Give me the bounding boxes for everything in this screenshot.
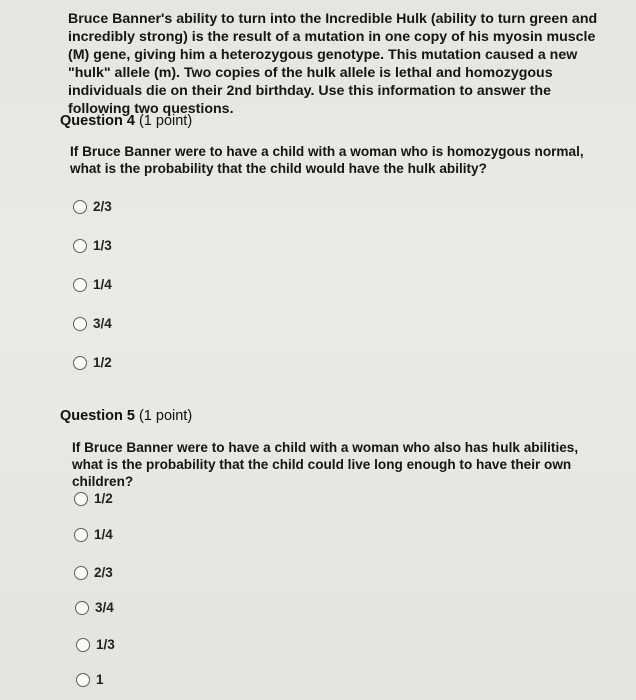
option-label: 1	[96, 672, 104, 687]
option-label: 1/2	[94, 491, 113, 506]
question-4-title	[60, 113, 192, 129]
q4-option-1[interactable]	[73, 199, 112, 214]
radio-button-icon[interactable]	[76, 673, 90, 687]
intro-text: Bruce Banner's ability to turn into the Incredible Hulk (ability to turn green and incredibly strong) is the result of a mutation in one copy of his myosin muscle (M) gene, giving him a heterozygous genotype. This mutation caused a new "hulk" allele (m). Two copies of the hulk allele is lethal and homozygous individuals die on their 2nd birthday. Use this information to answer the following two questions.	[68, 11, 598, 117]
radio-button-icon[interactable]	[73, 239, 87, 253]
radio-button-icon[interactable]	[73, 200, 87, 214]
question-4-label: Question 4	[60, 113, 135, 129]
radio-button-icon[interactable]	[74, 492, 88, 506]
radio-button-icon[interactable]	[76, 638, 90, 652]
radio-button-icon[interactable]	[74, 566, 88, 580]
question-5-points: (1 point)	[138, 408, 193, 424]
question-5-text: If Bruce Banner were to have a child with a woman who also has hulk abilities, what is the probability that the child could live long enough to have their own children?	[72, 440, 579, 489]
q5-option-3[interactable]	[74, 565, 113, 580]
q5-option-4[interactable]	[75, 600, 114, 615]
option-label: 3/4	[93, 316, 112, 331]
q5-option-6[interactable]	[76, 672, 104, 687]
q5-option-2[interactable]	[74, 527, 113, 542]
q5-option-1[interactable]	[74, 491, 113, 506]
option-label: 1/3	[93, 238, 112, 253]
radio-button-icon[interactable]	[74, 528, 88, 542]
q4-option-4[interactable]	[73, 316, 112, 331]
q4-option-5[interactable]	[73, 355, 112, 370]
option-label: 3/4	[95, 600, 114, 615]
question-4-points: (1 point)	[138, 113, 193, 129]
option-label: 1/4	[94, 527, 113, 542]
question-5-title	[60, 408, 192, 424]
question-5-label: Question 5	[60, 408, 135, 424]
option-label: 1/3	[96, 637, 115, 652]
radio-button-icon[interactable]	[73, 356, 87, 370]
option-label: 2/3	[94, 565, 113, 580]
q4-option-2[interactable]	[73, 238, 112, 253]
question-4-text: If Bruce Banner were to have a child with a woman who is homozygous normal, what is the probability that the child would have the hulk ability?	[70, 144, 584, 176]
radio-button-icon[interactable]	[73, 278, 87, 292]
option-label: 2/3	[93, 199, 112, 214]
q4-option-3[interactable]	[73, 277, 112, 292]
radio-button-icon[interactable]	[73, 317, 87, 331]
option-label: 1/2	[93, 355, 112, 370]
q5-option-5[interactable]	[76, 637, 115, 652]
radio-button-icon[interactable]	[75, 601, 89, 615]
option-label: 1/4	[93, 277, 112, 292]
